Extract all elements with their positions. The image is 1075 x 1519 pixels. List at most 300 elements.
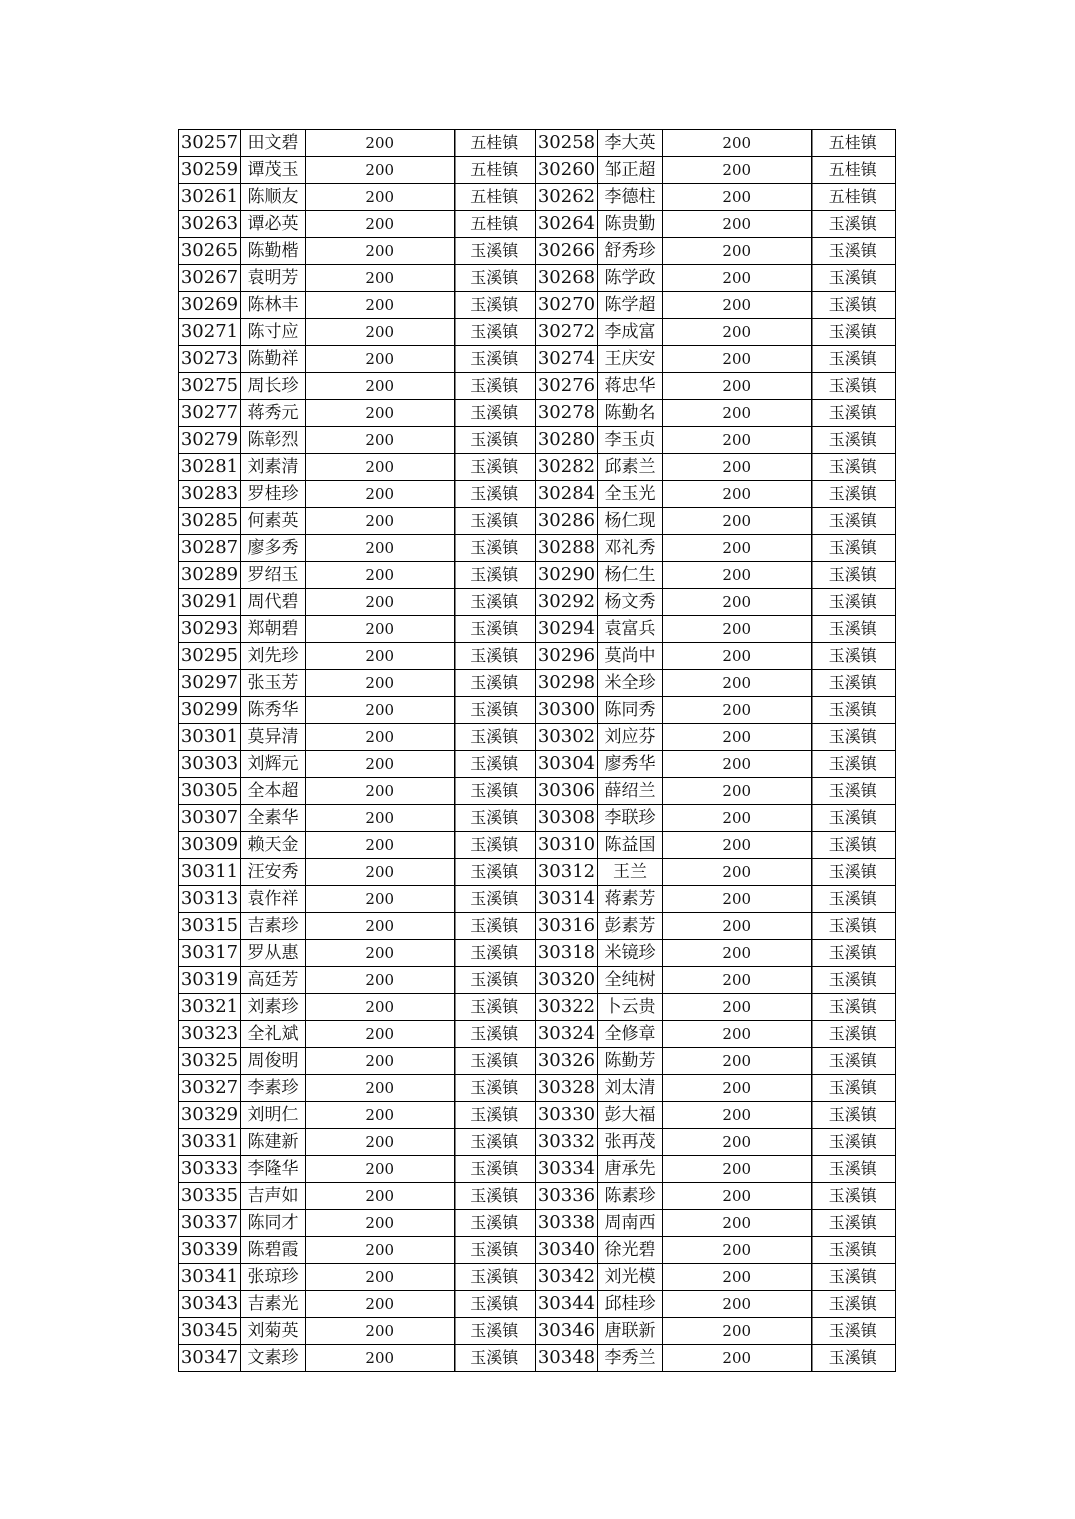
record-id-cell: 30341 (179, 1264, 241, 1291)
amount-cell: 200 (663, 670, 811, 697)
record-id-cell: 30321 (179, 994, 241, 1021)
person-name-cell: 彭大福 (598, 1102, 663, 1129)
amount-cell: 200 (663, 1129, 811, 1156)
record-id-cell: 30337 (179, 1210, 241, 1237)
amount-cell: 200 (663, 751, 811, 778)
person-name-cell: 罗从惠 (241, 940, 306, 967)
town-cell: 玉溪镇 (454, 427, 536, 454)
person-name-cell: 李联珍 (598, 805, 663, 832)
record-id-cell: 30289 (179, 562, 241, 589)
town-cell: 玉溪镇 (454, 400, 536, 427)
town-cell: 玉溪镇 (454, 778, 536, 805)
record-id-cell: 30327 (179, 1075, 241, 1102)
town-cell: 玉溪镇 (811, 211, 896, 238)
person-name-cell: 蒋素芳 (598, 886, 663, 913)
record-id-cell: 30278 (536, 400, 598, 427)
table-row (179, 319, 896, 346)
table-row (179, 886, 896, 913)
amount-cell: 200 (306, 292, 454, 319)
person-name-cell: 陈寸应 (241, 319, 306, 346)
table-row (179, 1345, 896, 1372)
town-cell: 玉溪镇 (454, 859, 536, 886)
table-row (179, 1318, 896, 1345)
record-id-cell: 30274 (536, 346, 598, 373)
person-name-cell: 全纯树 (598, 967, 663, 994)
amount-cell: 200 (663, 535, 811, 562)
record-id-cell: 30284 (536, 481, 598, 508)
amount-cell: 200 (663, 1021, 811, 1048)
amount-cell: 200 (663, 265, 811, 292)
record-id-cell: 30324 (536, 1021, 598, 1048)
person-name-cell: 陈林丰 (241, 292, 306, 319)
roster-body (179, 130, 896, 1372)
town-cell: 五桂镇 (454, 211, 536, 238)
amount-cell: 200 (306, 832, 454, 859)
person-name-cell: 田文碧 (241, 130, 306, 157)
town-cell: 玉溪镇 (811, 1345, 896, 1372)
amount-cell: 200 (663, 805, 811, 832)
amount-cell: 200 (306, 616, 454, 643)
record-id-cell: 30285 (179, 508, 241, 535)
table-row (179, 1102, 896, 1129)
town-cell: 玉溪镇 (811, 1102, 896, 1129)
person-name-cell: 邱桂珍 (598, 1291, 663, 1318)
amount-cell: 200 (663, 643, 811, 670)
table-row (179, 1210, 896, 1237)
record-id-cell: 30298 (536, 670, 598, 697)
record-id-cell: 30262 (536, 184, 598, 211)
person-name-cell: 全玉光 (598, 481, 663, 508)
table-row (179, 1183, 896, 1210)
amount-cell: 200 (306, 1156, 454, 1183)
town-cell: 玉溪镇 (454, 319, 536, 346)
town-cell: 玉溪镇 (454, 697, 536, 724)
town-cell: 玉溪镇 (454, 454, 536, 481)
person-name-cell: 全修章 (598, 1021, 663, 1048)
record-id-cell: 30286 (536, 508, 598, 535)
amount-cell: 200 (306, 427, 454, 454)
record-id-cell: 30316 (536, 913, 598, 940)
person-name-cell: 王庆安 (598, 346, 663, 373)
amount-cell: 200 (663, 1264, 811, 1291)
table-row (179, 373, 896, 400)
person-name-cell: 袁富兵 (598, 616, 663, 643)
town-cell: 五桂镇 (454, 184, 536, 211)
record-id-cell: 30295 (179, 643, 241, 670)
table-row (179, 670, 896, 697)
person-name-cell: 刘太清 (598, 1075, 663, 1102)
town-cell: 玉溪镇 (454, 1183, 536, 1210)
town-cell: 五桂镇 (811, 157, 896, 184)
town-cell: 玉溪镇 (454, 616, 536, 643)
person-name-cell: 刘素清 (241, 454, 306, 481)
person-name-cell: 唐联新 (598, 1318, 663, 1345)
town-cell: 玉溪镇 (454, 265, 536, 292)
person-name-cell: 全礼斌 (241, 1021, 306, 1048)
record-id-cell: 30307 (179, 805, 241, 832)
town-cell: 玉溪镇 (811, 805, 896, 832)
table-row (179, 697, 896, 724)
amount-cell: 200 (306, 940, 454, 967)
town-cell: 玉溪镇 (811, 265, 896, 292)
amount-cell: 200 (663, 859, 811, 886)
person-name-cell: 陈碧霞 (241, 1237, 306, 1264)
town-cell: 玉溪镇 (811, 1183, 896, 1210)
record-id-cell: 30301 (179, 724, 241, 751)
town-cell: 玉溪镇 (811, 913, 896, 940)
record-id-cell: 30283 (179, 481, 241, 508)
table-row (179, 832, 896, 859)
town-cell: 玉溪镇 (811, 427, 896, 454)
record-id-cell: 30259 (179, 157, 241, 184)
record-id-cell: 30299 (179, 697, 241, 724)
table-row (179, 589, 896, 616)
record-id-cell: 30294 (536, 616, 598, 643)
person-name-cell: 陈勤芳 (598, 1048, 663, 1075)
table-row (179, 751, 896, 778)
record-id-cell: 30279 (179, 427, 241, 454)
record-id-cell: 30263 (179, 211, 241, 238)
town-cell: 玉溪镇 (811, 643, 896, 670)
person-name-cell: 陈学政 (598, 265, 663, 292)
record-id-cell: 30260 (536, 157, 598, 184)
town-cell: 玉溪镇 (811, 859, 896, 886)
town-cell: 玉溪镇 (811, 832, 896, 859)
table-row (179, 616, 896, 643)
person-name-cell: 李秀兰 (598, 1345, 663, 1372)
person-name-cell: 薛绍兰 (598, 778, 663, 805)
town-cell: 玉溪镇 (454, 1102, 536, 1129)
amount-cell: 200 (306, 211, 454, 238)
town-cell: 玉溪镇 (811, 1129, 896, 1156)
town-cell: 玉溪镇 (454, 940, 536, 967)
town-cell: 玉溪镇 (811, 1075, 896, 1102)
town-cell: 玉溪镇 (811, 454, 896, 481)
amount-cell: 200 (306, 1021, 454, 1048)
person-name-cell: 袁明芳 (241, 265, 306, 292)
town-cell: 玉溪镇 (454, 886, 536, 913)
amount-cell: 200 (306, 1075, 454, 1102)
table-row (179, 1291, 896, 1318)
record-id-cell: 30346 (536, 1318, 598, 1345)
amount-cell: 200 (306, 670, 454, 697)
person-name-cell: 徐光碧 (598, 1237, 663, 1264)
record-id-cell: 30318 (536, 940, 598, 967)
record-id-cell: 30277 (179, 400, 241, 427)
table-row (179, 805, 896, 832)
table-row (179, 454, 896, 481)
amount-cell: 200 (663, 886, 811, 913)
record-id-cell: 30322 (536, 994, 598, 1021)
record-id-cell: 30273 (179, 346, 241, 373)
town-cell: 玉溪镇 (811, 481, 896, 508)
amount-cell: 200 (306, 1048, 454, 1075)
town-cell: 玉溪镇 (811, 1237, 896, 1264)
amount-cell: 200 (663, 778, 811, 805)
record-id-cell: 30314 (536, 886, 598, 913)
amount-cell: 200 (306, 130, 454, 157)
table-row (179, 130, 896, 157)
person-name-cell: 高廷芳 (241, 967, 306, 994)
amount-cell: 200 (306, 481, 454, 508)
town-cell: 玉溪镇 (454, 967, 536, 994)
table-row (179, 1075, 896, 1102)
person-name-cell: 陈勤名 (598, 400, 663, 427)
town-cell: 玉溪镇 (811, 373, 896, 400)
person-name-cell: 李玉贞 (598, 427, 663, 454)
amount-cell: 200 (306, 346, 454, 373)
record-id-cell: 30306 (536, 778, 598, 805)
person-name-cell: 李德柱 (598, 184, 663, 211)
town-cell: 玉溪镇 (811, 238, 896, 265)
amount-cell: 200 (306, 643, 454, 670)
table-row (179, 265, 896, 292)
person-name-cell: 全素华 (241, 805, 306, 832)
town-cell: 玉溪镇 (454, 994, 536, 1021)
amount-cell: 200 (663, 319, 811, 346)
record-id-cell: 30282 (536, 454, 598, 481)
person-name-cell: 张琼珍 (241, 1264, 306, 1291)
amount-cell: 200 (306, 751, 454, 778)
town-cell: 玉溪镇 (454, 589, 536, 616)
person-name-cell: 全本超 (241, 778, 306, 805)
person-name-cell: 刘光模 (598, 1264, 663, 1291)
person-name-cell: 张再茂 (598, 1129, 663, 1156)
record-id-cell: 30302 (536, 724, 598, 751)
person-name-cell: 周代碧 (241, 589, 306, 616)
person-name-cell: 廖多秀 (241, 535, 306, 562)
record-id-cell: 30311 (179, 859, 241, 886)
record-id-cell: 30287 (179, 535, 241, 562)
person-name-cell: 袁作祥 (241, 886, 306, 913)
town-cell: 玉溪镇 (811, 319, 896, 346)
person-name-cell: 文素珍 (241, 1345, 306, 1372)
record-id-cell: 30290 (536, 562, 598, 589)
town-cell: 玉溪镇 (811, 1264, 896, 1291)
town-cell: 五桂镇 (454, 157, 536, 184)
person-name-cell: 陈素珍 (598, 1183, 663, 1210)
record-id-cell: 30280 (536, 427, 598, 454)
record-id-cell: 30348 (536, 1345, 598, 1372)
town-cell: 玉溪镇 (811, 994, 896, 1021)
amount-cell: 200 (306, 1264, 454, 1291)
amount-cell: 200 (306, 1345, 454, 1372)
person-name-cell: 莫尚中 (598, 643, 663, 670)
town-cell: 玉溪镇 (454, 751, 536, 778)
record-id-cell: 30269 (179, 292, 241, 319)
person-name-cell: 刘明仁 (241, 1102, 306, 1129)
amount-cell: 200 (663, 400, 811, 427)
person-name-cell: 吉素珍 (241, 913, 306, 940)
town-cell: 玉溪镇 (811, 886, 896, 913)
person-name-cell: 陈勤楷 (241, 238, 306, 265)
amount-cell: 200 (306, 724, 454, 751)
amount-cell: 200 (306, 184, 454, 211)
amount-cell: 200 (306, 1291, 454, 1318)
town-cell: 玉溪镇 (454, 670, 536, 697)
person-name-cell: 邱素兰 (598, 454, 663, 481)
record-id-cell: 30293 (179, 616, 241, 643)
person-name-cell: 陈建新 (241, 1129, 306, 1156)
amount-cell: 200 (306, 805, 454, 832)
town-cell: 玉溪镇 (454, 913, 536, 940)
town-cell: 玉溪镇 (454, 346, 536, 373)
record-id-cell: 30330 (536, 1102, 598, 1129)
person-name-cell: 陈益国 (598, 832, 663, 859)
town-cell: 玉溪镇 (454, 481, 536, 508)
person-name-cell: 刘辉元 (241, 751, 306, 778)
record-id-cell: 30315 (179, 913, 241, 940)
town-cell: 玉溪镇 (454, 238, 536, 265)
person-name-cell: 李大英 (598, 130, 663, 157)
person-name-cell: 赖天金 (241, 832, 306, 859)
amount-cell: 200 (663, 697, 811, 724)
town-cell: 玉溪镇 (454, 1075, 536, 1102)
town-cell: 玉溪镇 (454, 805, 536, 832)
town-cell: 玉溪镇 (454, 1318, 536, 1345)
person-name-cell: 莫异清 (241, 724, 306, 751)
amount-cell: 200 (306, 1237, 454, 1264)
record-id-cell: 30338 (536, 1210, 598, 1237)
person-name-cell: 杨仁现 (598, 508, 663, 535)
amount-cell: 200 (663, 1102, 811, 1129)
record-id-cell: 30347 (179, 1345, 241, 1372)
table-row (179, 967, 896, 994)
record-id-cell: 30325 (179, 1048, 241, 1075)
town-cell: 玉溪镇 (811, 1048, 896, 1075)
town-cell: 玉溪镇 (454, 1156, 536, 1183)
person-name-cell: 刘先珍 (241, 643, 306, 670)
record-id-cell: 30319 (179, 967, 241, 994)
person-name-cell: 李隆华 (241, 1156, 306, 1183)
town-cell: 玉溪镇 (811, 1210, 896, 1237)
town-cell: 玉溪镇 (811, 697, 896, 724)
record-id-cell: 30288 (536, 535, 598, 562)
person-name-cell: 陈同才 (241, 1210, 306, 1237)
amount-cell: 200 (306, 886, 454, 913)
amount-cell: 200 (663, 292, 811, 319)
amount-cell: 200 (663, 940, 811, 967)
person-name-cell: 周南西 (598, 1210, 663, 1237)
person-name-cell: 蒋忠华 (598, 373, 663, 400)
person-name-cell: 刘应芬 (598, 724, 663, 751)
record-id-cell: 30296 (536, 643, 598, 670)
person-name-cell: 李成富 (598, 319, 663, 346)
amount-cell: 200 (663, 1075, 811, 1102)
record-id-cell: 30310 (536, 832, 598, 859)
town-cell: 玉溪镇 (811, 670, 896, 697)
town-cell: 玉溪镇 (454, 373, 536, 400)
town-cell: 玉溪镇 (811, 724, 896, 751)
amount-cell: 200 (306, 1129, 454, 1156)
table-row (179, 1048, 896, 1075)
town-cell: 玉溪镇 (811, 940, 896, 967)
amount-cell: 200 (663, 1048, 811, 1075)
amount-cell: 200 (306, 454, 454, 481)
record-id-cell: 30333 (179, 1156, 241, 1183)
table-row (179, 643, 896, 670)
record-id-cell: 30257 (179, 130, 241, 157)
table-row (179, 481, 896, 508)
person-name-cell: 罗桂珍 (241, 481, 306, 508)
record-id-cell: 30323 (179, 1021, 241, 1048)
table-row (179, 778, 896, 805)
town-cell: 玉溪镇 (811, 562, 896, 589)
record-id-cell: 30267 (179, 265, 241, 292)
record-id-cell: 30275 (179, 373, 241, 400)
person-name-cell: 吉声如 (241, 1183, 306, 1210)
town-cell: 玉溪镇 (454, 1264, 536, 1291)
amount-cell: 200 (663, 130, 811, 157)
person-name-cell: 卜云贵 (598, 994, 663, 1021)
record-id-cell: 30345 (179, 1318, 241, 1345)
town-cell: 玉溪镇 (454, 1129, 536, 1156)
amount-cell: 200 (306, 967, 454, 994)
amount-cell: 200 (306, 535, 454, 562)
table-row (179, 184, 896, 211)
town-cell: 玉溪镇 (454, 643, 536, 670)
person-name-cell: 刘素珍 (241, 994, 306, 1021)
record-id-cell: 30265 (179, 238, 241, 265)
town-cell: 玉溪镇 (454, 535, 536, 562)
town-cell: 玉溪镇 (454, 1291, 536, 1318)
town-cell: 玉溪镇 (454, 1237, 536, 1264)
amount-cell: 200 (306, 238, 454, 265)
person-name-cell: 彭素芳 (598, 913, 663, 940)
table-row (179, 535, 896, 562)
record-id-cell: 30339 (179, 1237, 241, 1264)
table-row (179, 994, 896, 1021)
amount-cell: 200 (663, 1210, 811, 1237)
record-id-cell: 30308 (536, 805, 598, 832)
amount-cell: 200 (306, 1183, 454, 1210)
person-name-cell: 刘菊英 (241, 1318, 306, 1345)
record-id-cell: 30329 (179, 1102, 241, 1129)
amount-cell: 200 (663, 1156, 811, 1183)
amount-cell: 200 (306, 1318, 454, 1345)
amount-cell: 200 (663, 508, 811, 535)
amount-cell: 200 (306, 994, 454, 1021)
town-cell: 玉溪镇 (811, 778, 896, 805)
amount-cell: 200 (663, 967, 811, 994)
amount-cell: 200 (663, 832, 811, 859)
amount-cell: 200 (306, 157, 454, 184)
amount-cell: 200 (306, 1210, 454, 1237)
table-row (179, 1129, 896, 1156)
amount-cell: 200 (663, 913, 811, 940)
town-cell: 五桂镇 (454, 130, 536, 157)
record-id-cell: 30343 (179, 1291, 241, 1318)
roster-table (178, 129, 896, 1372)
town-cell: 玉溪镇 (454, 1345, 536, 1372)
town-cell: 玉溪镇 (454, 508, 536, 535)
record-id-cell: 30304 (536, 751, 598, 778)
table-row (179, 1156, 896, 1183)
record-id-cell: 30261 (179, 184, 241, 211)
record-id-cell: 30326 (536, 1048, 598, 1075)
town-cell: 玉溪镇 (454, 724, 536, 751)
town-cell: 玉溪镇 (811, 1291, 896, 1318)
table-row (179, 562, 896, 589)
town-cell: 玉溪镇 (811, 400, 896, 427)
person-name-cell: 蒋秀元 (241, 400, 306, 427)
record-id-cell: 30313 (179, 886, 241, 913)
amount-cell: 200 (306, 1102, 454, 1129)
table-row (179, 940, 896, 967)
amount-cell: 200 (306, 589, 454, 616)
amount-cell: 200 (663, 1291, 811, 1318)
amount-cell: 200 (306, 778, 454, 805)
